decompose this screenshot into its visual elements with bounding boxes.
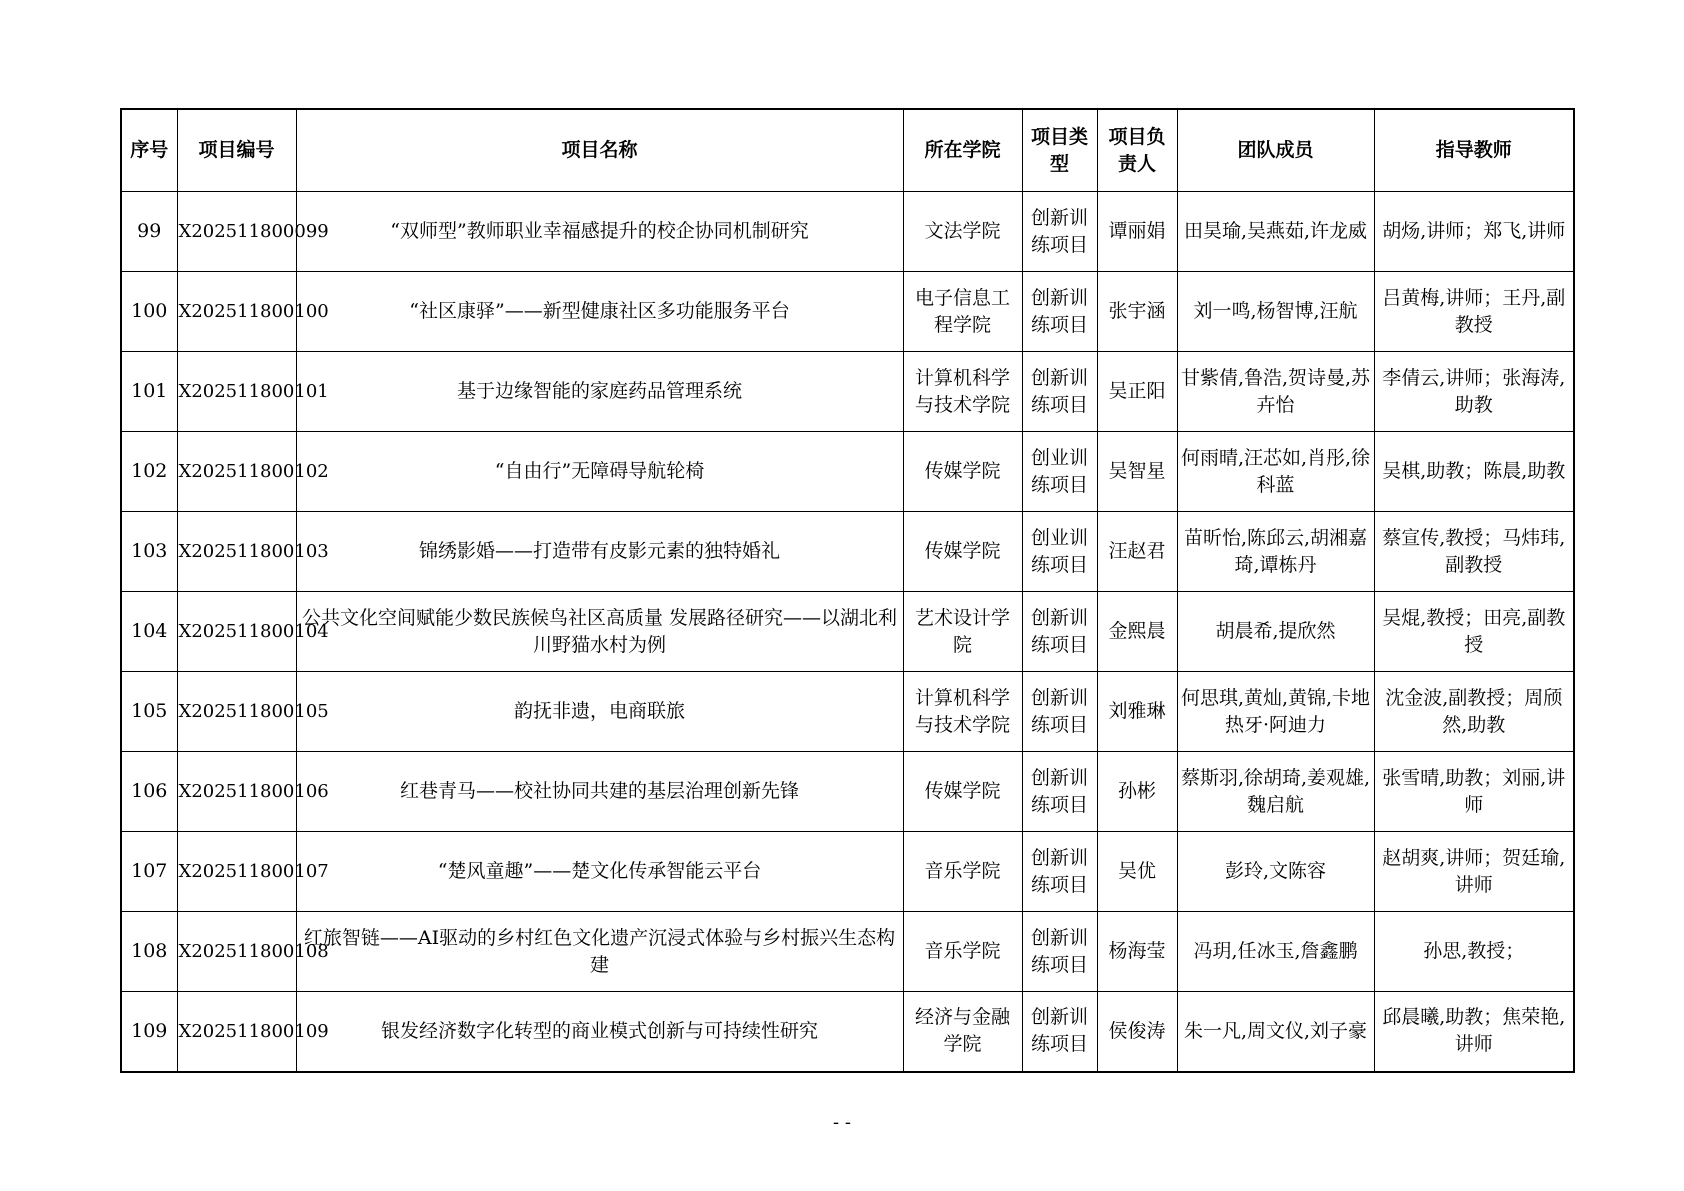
project-name-cell: 红旅智链——AI驱动的乡村红色文化遗产沉浸式体验与乡村振兴生态构建 bbox=[296, 912, 903, 992]
team-members-cell: 刘一鸣,杨智博,汪航 bbox=[1177, 272, 1374, 352]
row-index-cell: 99 bbox=[121, 192, 177, 272]
college-cell: 艺术设计学院 bbox=[903, 592, 1022, 672]
row-index-cell: 101 bbox=[121, 352, 177, 432]
college-cell: 传媒学院 bbox=[903, 432, 1022, 512]
project-type-cell: 创业训练项目 bbox=[1022, 432, 1097, 512]
project-name-cell: “双师型”教师职业幸福感提升的校企协同机制研究 bbox=[296, 192, 903, 272]
advisors-cell: 吕黄梅,讲师；王丹,副教授 bbox=[1374, 272, 1574, 352]
advisors-cell: 孙思,教授； bbox=[1374, 912, 1574, 992]
team-members-cell: 苗昕怡,陈邱云,胡湘嘉琦,谭栋丹 bbox=[1177, 512, 1374, 592]
team-members-cell: 朱一凡,周文仪,刘子豪 bbox=[1177, 992, 1374, 1072]
table-row bbox=[121, 432, 1574, 512]
college-cell: 经济与金融学院 bbox=[903, 992, 1022, 1072]
project-code-cell: X202511800103 bbox=[177, 512, 296, 592]
advisors-cell: 邱晨曦,助教；焦荣艳,讲师 bbox=[1374, 992, 1574, 1072]
header-project-name: 项目名称 bbox=[296, 109, 903, 192]
row-index-cell: 102 bbox=[121, 432, 177, 512]
project-code-cell: X202511800107 bbox=[177, 832, 296, 912]
table-row bbox=[121, 272, 1574, 352]
project-code-cell: X202511800100 bbox=[177, 272, 296, 352]
table-body bbox=[121, 192, 1574, 1072]
project-code-cell: X202511800099 bbox=[177, 192, 296, 272]
team-members-cell: 冯玥,任冰玉,詹鑫鹏 bbox=[1177, 912, 1374, 992]
table-row bbox=[121, 192, 1574, 272]
advisors-cell: 沈金波,副教授；周颀然,助教 bbox=[1374, 672, 1574, 752]
project-type-cell: 创新训练项目 bbox=[1022, 352, 1097, 432]
row-index-cell: 105 bbox=[121, 672, 177, 752]
project-name-cell: 韵抚非遗，电商联旅 bbox=[296, 672, 903, 752]
header-team-members: 团队成员 bbox=[1177, 109, 1374, 192]
row-index-cell: 104 bbox=[121, 592, 177, 672]
project-type-cell: 创新训练项目 bbox=[1022, 592, 1097, 672]
team-members-cell: 彭玲,文陈容 bbox=[1177, 832, 1374, 912]
college-cell: 电子信息工程学院 bbox=[903, 272, 1022, 352]
row-index-cell: 109 bbox=[121, 992, 177, 1072]
project-type-cell: 创新训练项目 bbox=[1022, 672, 1097, 752]
advisors-cell: 李倩云,讲师；张海涛,助教 bbox=[1374, 352, 1574, 432]
project-name-cell: 基于边缘智能的家庭药品管理系统 bbox=[296, 352, 903, 432]
header-college: 所在学院 bbox=[903, 109, 1022, 192]
row-index-cell: 107 bbox=[121, 832, 177, 912]
project-name-cell: “楚风童趣”——楚文化传承智能云平台 bbox=[296, 832, 903, 912]
project-code-cell: X202511800105 bbox=[177, 672, 296, 752]
project-leader-cell: 吴智星 bbox=[1097, 432, 1177, 512]
team-members-cell: 胡晨希,提欣然 bbox=[1177, 592, 1374, 672]
college-cell: 传媒学院 bbox=[903, 512, 1022, 592]
project-code-cell: X202511800108 bbox=[177, 912, 296, 992]
project-type-cell: 创新训练项目 bbox=[1022, 992, 1097, 1072]
table-row bbox=[121, 912, 1574, 992]
row-index-cell: 106 bbox=[121, 752, 177, 832]
project-leader-cell: 谭丽娟 bbox=[1097, 192, 1177, 272]
project-code-cell: X202511800104 bbox=[177, 592, 296, 672]
table-row bbox=[121, 352, 1574, 432]
project-name-cell: 银发经济数字化转型的商业模式创新与可持续性研究 bbox=[296, 992, 903, 1072]
project-leader-cell: 金熙晨 bbox=[1097, 592, 1177, 672]
advisors-cell: 张雪晴,助教；刘丽,讲师 bbox=[1374, 752, 1574, 832]
college-cell: 计算机科学与技术学院 bbox=[903, 672, 1022, 752]
table-row bbox=[121, 832, 1574, 912]
project-name-cell: 锦绣影婚——打造带有皮影元素的独特婚礼 bbox=[296, 512, 903, 592]
team-members-cell: 田昊瑜,吴燕茹,许龙威 bbox=[1177, 192, 1374, 272]
team-members-cell: 蔡斯羽,徐胡琦,姜观雄,魏启航 bbox=[1177, 752, 1374, 832]
college-cell: 传媒学院 bbox=[903, 752, 1022, 832]
project-leader-cell: 吴正阳 bbox=[1097, 352, 1177, 432]
header-project-type: 项目类型 bbox=[1022, 109, 1097, 192]
table-row bbox=[121, 592, 1574, 672]
project-type-cell: 创新训练项目 bbox=[1022, 752, 1097, 832]
project-type-cell: 创新训练项目 bbox=[1022, 832, 1097, 912]
table-header-row bbox=[121, 109, 1574, 192]
table-row bbox=[121, 672, 1574, 752]
table-row bbox=[121, 752, 1574, 832]
project-type-cell: 创新训练项目 bbox=[1022, 192, 1097, 272]
college-cell: 音乐学院 bbox=[903, 912, 1022, 992]
header-index: 序号 bbox=[121, 109, 177, 192]
project-type-cell: 创新训练项目 bbox=[1022, 272, 1097, 352]
project-name-cell: “自由行”无障碍导航轮椅 bbox=[296, 432, 903, 512]
team-members-cell: 甘紫倩,鲁浩,贺诗曼,苏卉怡 bbox=[1177, 352, 1374, 432]
team-members-cell: 何雨晴,汪芯如,肖彤,徐科蓝 bbox=[1177, 432, 1374, 512]
header-project-code: 项目编号 bbox=[177, 109, 296, 192]
college-cell: 音乐学院 bbox=[903, 832, 1022, 912]
project-leader-cell: 侯俊涛 bbox=[1097, 992, 1177, 1072]
project-code-cell: X202511800109 bbox=[177, 992, 296, 1072]
advisors-cell: 蔡宣传,教授；马炜玮,副教授 bbox=[1374, 512, 1574, 592]
project-leader-cell: 汪赵君 bbox=[1097, 512, 1177, 592]
table-row bbox=[121, 992, 1574, 1072]
advisors-cell: 胡炀,讲师；郑飞,讲师 bbox=[1374, 192, 1574, 272]
table-row bbox=[121, 512, 1574, 592]
row-index-cell: 103 bbox=[121, 512, 177, 592]
project-type-cell: 创新训练项目 bbox=[1022, 912, 1097, 992]
project-code-cell: X202511800102 bbox=[177, 432, 296, 512]
project-code-cell: X202511800106 bbox=[177, 752, 296, 832]
project-table bbox=[120, 108, 1575, 1073]
row-index-cell: 100 bbox=[121, 272, 177, 352]
header-leader: 项目负责人 bbox=[1097, 109, 1177, 192]
advisors-cell: 赵胡爽,讲师；贺廷瑜,讲师 bbox=[1374, 832, 1574, 912]
project-code-cell: X202511800101 bbox=[177, 352, 296, 432]
team-members-cell: 何思琪,黄灿,黄锦,卡地热牙·阿迪力 bbox=[1177, 672, 1374, 752]
project-leader-cell: 张宇涵 bbox=[1097, 272, 1177, 352]
project-type-cell: 创业训练项目 bbox=[1022, 512, 1097, 592]
project-name-cell: “社区康驿”——新型健康社区多功能服务平台 bbox=[296, 272, 903, 352]
project-name-cell: 公共文化空间赋能少数民族候鸟社区高质量 发展路径研究——以湖北利川野猫水村为例 bbox=[296, 592, 903, 672]
header-advisors: 指导教师 bbox=[1374, 109, 1574, 192]
project-leader-cell: 刘雅琳 bbox=[1097, 672, 1177, 752]
project-leader-cell: 杨海莹 bbox=[1097, 912, 1177, 992]
project-leader-cell: 孙彬 bbox=[1097, 752, 1177, 832]
project-name-cell: 红巷青马——校社协同共建的基层治理创新先锋 bbox=[296, 752, 903, 832]
project-leader-cell: 吴优 bbox=[1097, 832, 1177, 912]
advisors-cell: 吴棋,助教；陈晨,助教 bbox=[1374, 432, 1574, 512]
college-cell: 文法学院 bbox=[903, 192, 1022, 272]
page-number-marker: - - bbox=[833, 1112, 851, 1133]
row-index-cell: 108 bbox=[121, 912, 177, 992]
advisors-cell: 吴焜,教授；田亮,副教授 bbox=[1374, 592, 1574, 672]
college-cell: 计算机科学与技术学院 bbox=[903, 352, 1022, 432]
